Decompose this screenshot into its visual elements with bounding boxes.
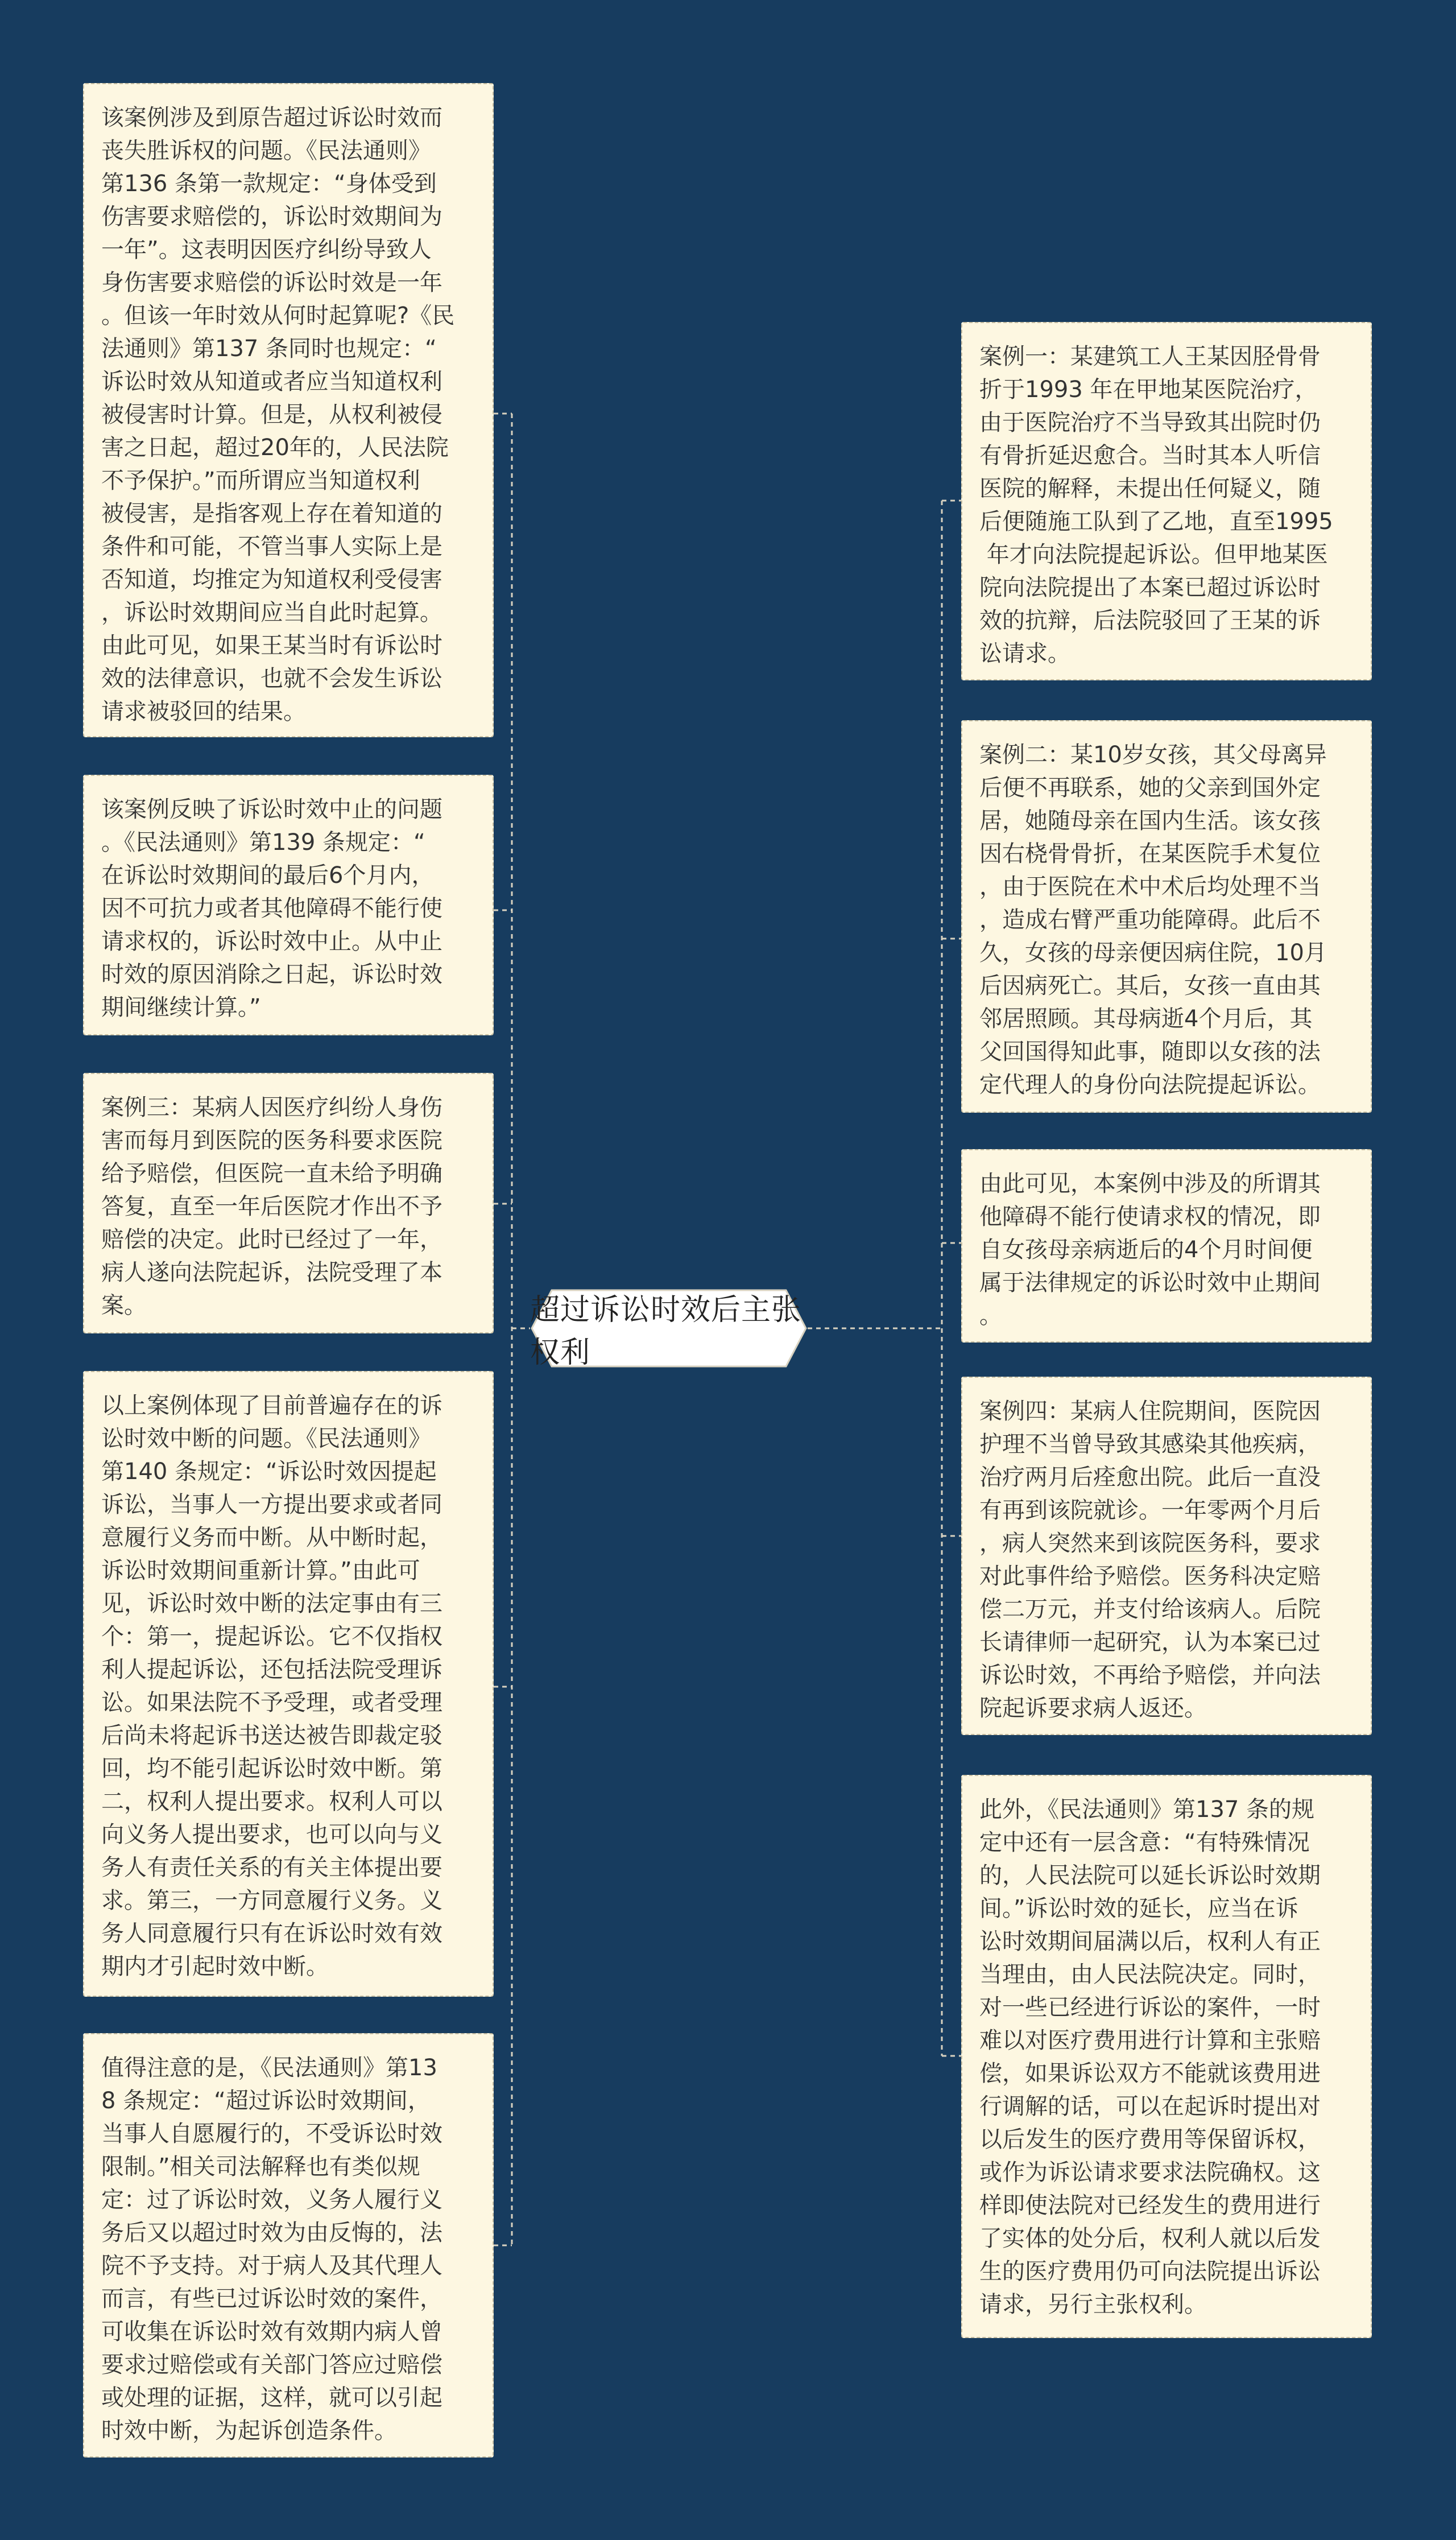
- left-node-1[interactable]: 该案例涉及到原告超过诉讼时效而 丧失胜诉权的问题。《民法通则》 第136 条第一款规定：“身体受到 伤害要求赔偿的，诉讼时效期间为 一年”。这表明因医疗纠纷导致人 身伤害要求赔偿的诉讼时效是一年 。但该一年时效从何时起算呢?《民 法通则》第137 条同时也规定：“ 诉讼时效从知道或者应当知道权利 被侵害时计算。但是，从权利被侵 害之日起，超过20年的，人民法院 不予保护。”而所谓应当知道权利 被侵害，是指客观上存在着知道的 条件和可能，不管当事人实际上是 否知道，均推定为知道权利受侵害 ，诉讼时效期间应当自此时起算。 由此可见，如果王某当时有诉讼时 效的法律意识，也就不会发生诉讼 请求被驳回的结果。: [83, 83, 494, 737]
- right-node-5[interactable]: 此外，《民法通则》第137 条的规 定中还有一层含意：“有特殊情况 的，人民法院可以延长诉讼时效期 间。”诉讼时效的延长，应当在诉 讼时效期间届满以后，权利人有正 当理由，由人民法院决定。同时， 对一些已经进行诉讼的案件，一时 难以对医疗费用进行计算和主张赔 偿，如果诉讼双方不能就该费用进 行调解的话，可以在起诉时提出对 以后发生的医疗费用等保留诉权， 或作为诉讼请求要求法院确权。这 样即使法院对已经发生的费用进行 了实体的处分后，权利人就以后发 生的医疗费用仍可向法院提出诉讼 请求，另行主张权利。: [961, 1775, 1372, 2338]
- left-node-5[interactable]: 值得注意的是，《民法通则》第13 8 条规定：“超过诉讼时效期间， 当事人自愿履行的，不受诉讼时效 限制。”相关司法解释也有类似规 定：过了诉讼时效，义务人履行义 务后又以超过时效为由反悔的，法 院不予支持。对于病人及其代理人 而言，有些已过诉讼时效的案件， 可收集在诉讼时效有效期内病人曾 要求过赔偿或有关部门答应过赔偿 或处理的证据，这样，就可以引起 时效中断，为起诉创造条件。: [83, 2033, 494, 2458]
- right-node-1[interactable]: 案例一：某建筑工人王某因胫骨骨 折于1993 年在甲地某医院治疗， 由于医院治疗不当导致其出院时仍 有骨折延迟愈合。当时其本人听信 医院的解释，未提出任何疑义，随 后便随施工队到了乙地，直至1995 年才向法院提起诉讼。但甲地某医 院向法院提出了本案已超过诉讼时 效的抗辩，后法院驳回了王某的诉 讼请求。: [961, 322, 1372, 680]
- right-node-4[interactable]: 案例四：某病人住院期间，医院因 护理不当曾导致其感染其他疾病， 治疗两月后痊愈出院。此后一直没 有再到该院就诊。一年零两个月后 ，病人突然来到该院医务科，要求 对此事件给予赔偿。医务科决定赔 偿二万元，并支付给该病人。后院 长请律师一起研究，认为本案已过 诉讼时效，不再给予赔偿，并向法 院起诉要求病人返还。: [961, 1377, 1372, 1735]
- left-node-4[interactable]: 以上案例体现了目前普遍存在的诉 讼时效中断的问题。《民法通则》 第140 条规定：“诉讼时效因提起 诉讼，当事人一方提出要求或者同 意履行义务而中断。从中断时起， 诉讼时效期间重新计算。”由此可 见，诉讼时效中断的法定事由有三 个：第一，提起诉讼。它不仅指权 利人提起诉讼，还包括法院受理诉 讼。如果法院不予受理，或者受理 后尚未将起诉书送达被告即裁定驳 回，均不能引起诉讼时效中断。第 二，权利人提出要求。权利人可以 向义务人提出要求，也可以向与义 务人有责任关系的有关主体提出要 求。第三，一方同意履行义务。义 务人同意履行只有在诉讼时效有效 期内才引起时效中断。: [83, 1371, 494, 1997]
- right-node-2[interactable]: 案例二：某10岁女孩，其父母离异 后便不再联系，她的父亲到国外定 居，她随母亲在国内生活。该女孩 因右桡骨骨折，在某医院手术复位 ，由于医院在术中术后均处理不当 ，造成右臂严重功能障碍。此后不 久，女孩的母亲便因病住院，10月 后因病死亡。其后，女孩一直由其 邻居照顾。其母病逝4个月后，其 父回国得知此事，随即以女孩的法 定代理人的身份向法院提起诉讼。: [961, 720, 1372, 1113]
- left-node-2[interactable]: 该案例反映了诉讼时效中止的问题 。《民法通则》第139 条规定：“ 在诉讼时效期间的最后6个月内， 因不可抗力或者其他障碍不能行使 请求权的，诉讼时效中止。从中止 时效的原因消除之日起，诉讼时效 期间继续计算。”: [83, 775, 494, 1035]
- right-node-3[interactable]: 由此可见，本案例中涉及的所谓其 他障碍不能行使请求权的情况，即 自女孩母亲病逝后的4个月时间便 属于法律规定的诉讼时效中止期间 。: [961, 1149, 1372, 1343]
- central-topic-node[interactable]: [530, 1288, 808, 1368]
- left-node-3[interactable]: 案例三：某病人因医疗纠纷人身伤 害而每月到医院的医务科要求医院 给予赔偿，但医院一直未给予明确 答复，直至一年后医院才作出不予 赔偿的决定。此时已经过了一年， 病人遂向法院起诉，法院受理了本 案。: [83, 1073, 494, 1333]
- central-topic-label: 超过诉讼时效后主张权利: [530, 1293, 802, 1370]
